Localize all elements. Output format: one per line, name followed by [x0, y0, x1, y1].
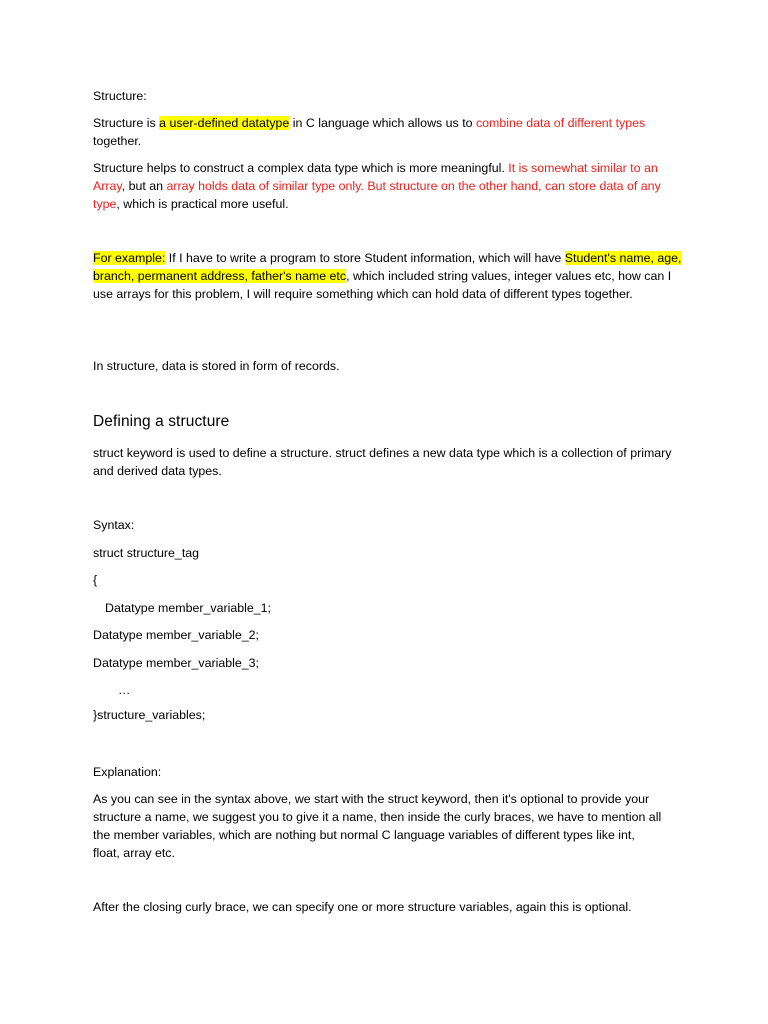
heading-defining-structure: Defining a structure: [93, 413, 230, 430]
paragraph-comparison: [93, 159, 691, 213]
red-text-array-holds: array holds data of similar type only. But structure on the other hand, can store data of any type: [93, 179, 661, 211]
paragraph-closing-brace: After the closing curly brace, we can specify one or more structure variables, again this is optional.: [93, 900, 632, 914]
highlight-student-fields: Student's name, age, branch, permanent address, father's name etc: [93, 251, 682, 283]
red-text-similar-array: It is somewhat similar to an Array: [93, 161, 658, 193]
text-run: , which included string values, integer values etc, how can I use arrays for this problem, I will require something which can hold data of different types together.: [93, 269, 672, 301]
text-run: , which is practical more useful.: [116, 197, 289, 211]
red-text-combine: combine data of different types: [475, 116, 646, 130]
paragraph-example: [93, 249, 693, 303]
code-line-5: Datatype member_variable_3;: [93, 656, 259, 670]
text-run: Structure is: [93, 116, 160, 130]
code-line-1: struct structure_tag: [93, 546, 200, 560]
syntax-label: Syntax:: [93, 518, 135, 532]
highlight-user-defined: a user-defined datatype: [159, 116, 290, 130]
paragraph-struct-keyword: struct keyword is used to define a structure. struct defines a new data type which is a collection of primary and derived data types.: [93, 446, 672, 478]
code-line-4: Datatype member_variable_2;: [93, 628, 259, 642]
section-title: Structure:: [93, 89, 147, 103]
explanation-label: Explanation:: [93, 765, 162, 779]
code-line-3: Datatype member_variable_1;: [105, 601, 271, 615]
code-line-7: }structure_variables;: [93, 708, 206, 722]
text-run: Structure helps to construct a complex data type which is more meaningful.: [93, 161, 509, 175]
highlight-for-example: For example:: [93, 251, 166, 265]
code-line-2: {: [93, 573, 98, 587]
paragraph-definition: [93, 114, 693, 150]
text-run: in C language which allows us to: [289, 116, 476, 130]
text-run: together.: [93, 134, 142, 148]
text-run: , but an: [121, 179, 167, 193]
code-line-6: …: [118, 683, 131, 697]
text-run: If I have to write a program to store Student information, which will have: [165, 251, 565, 265]
paragraph-explanation: As you can see in the syntax above, we start with the struct keyword, then it's optional to provide your structure a name, we suggest you to give it a name, then inside the curly braces, we have to mention all the member variables, which are nothing but normal C language variables of different types like int, float, array etc.: [93, 792, 662, 860]
paragraph-records: In structure, data is stored in form of records.: [93, 359, 340, 373]
